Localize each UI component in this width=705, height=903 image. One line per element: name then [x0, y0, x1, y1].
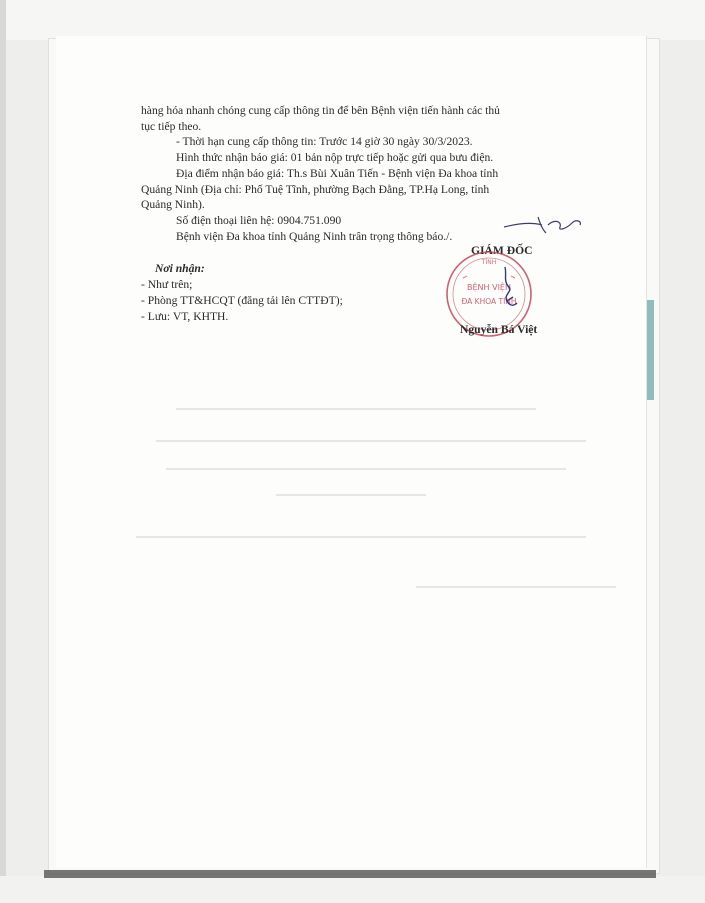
signer-name: Nguyễn Bá Việt	[460, 323, 538, 336]
svg-text:TỈNH: TỈNH	[481, 259, 497, 266]
svg-text:ĐA KHOA TỈNH: ĐA KHOA TỈNH	[461, 297, 517, 306]
body-line-2: tục tiếp theo.	[141, 120, 202, 133]
location-line-1: Địa điểm nhận báo giá: Th.s Bùi Xuân Tiến - Bệnh viện Đa khoa tỉnh	[176, 167, 499, 180]
scan-edge-strip	[44, 870, 656, 878]
closing-line: Bệnh viện Đa khoa tỉnh Quảng Ninh trân trọng thông báo./.	[176, 230, 453, 243]
recipient-item: - Lưu: VT, KHTH.	[141, 310, 229, 323]
bleed-through-line	[166, 468, 566, 470]
bleed-through-line	[156, 440, 586, 442]
location-line-3: Quảng Ninh).	[141, 198, 205, 211]
quote-form-line: Hình thức nhận báo giá: 01 bản nộp trực tiếp hoặc gửi qua bưu điện.	[176, 151, 494, 164]
scan-background-bottom	[0, 876, 705, 903]
scan-background-top	[0, 0, 705, 40]
location-line-2: Quảng Ninh (Địa chỉ: Phố Tuệ Tĩnh, phường Bạch Đằng, TP.Hạ Long, tỉnh	[141, 183, 490, 196]
scan-background-left-edge	[0, 0, 6, 903]
signature-flourish	[502, 213, 592, 237]
bleed-through-line	[416, 586, 616, 588]
bleed-through-line	[276, 494, 426, 496]
folder-tab	[645, 300, 654, 400]
signer-title: GIÁM ĐỐC	[471, 244, 533, 257]
recipients-heading: Nơi nhận:	[155, 262, 205, 275]
signature-mark	[495, 265, 525, 310]
deadline-line: - Thời hạn cung cấp thông tin: Trước 14 giờ 30 ngày 30/3/2023.	[176, 135, 473, 148]
bleed-through-line	[176, 408, 536, 410]
recipient-item: - Như trên;	[141, 278, 193, 291]
phone-line: Số điện thoại liên hệ: 0904.751.090	[176, 214, 342, 227]
recipient-item: - Phòng TT&HCQT (đăng tải lên CTTĐT);	[141, 294, 343, 307]
svg-text:BỆNH VIỆN: BỆNH VIỆN	[467, 283, 511, 292]
body-line-1: hàng hóa nhanh chóng cung cấp thông tin để bên Bệnh viện tiến hành các thủ	[141, 104, 500, 117]
bleed-through-line	[136, 536, 586, 538]
